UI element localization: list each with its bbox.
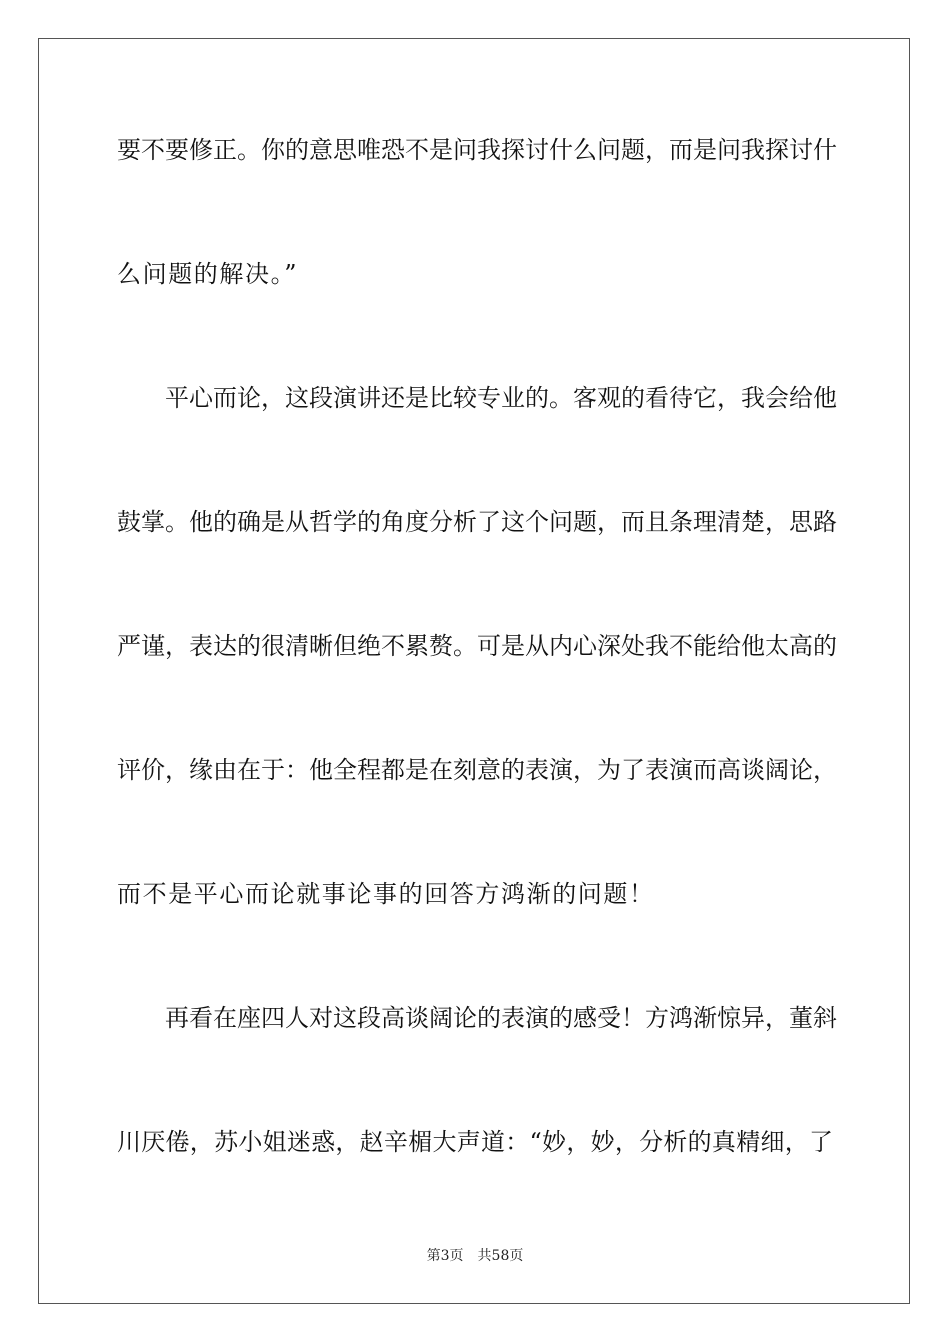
paragraph-first-line: 平心而论，这段演讲还是比较专业的。客观的看待它，我会给他 <box>165 384 837 412</box>
paragraph-first-line: 再看在座四人对这段高谈阔论的表演的感受！方鸿渐惊异，董斜 <box>165 1004 837 1032</box>
text-line: 评价，缘由在于：他全程都是在刻意的表演，为了表演而高谈阔论， <box>117 756 837 784</box>
page-frame <box>38 38 910 1304</box>
page-total: 共58页 <box>477 1248 524 1264</box>
text-line: 要不要修正。你的意思唯恐不是问我探讨什么问题，而是问我探讨什 <box>117 136 837 164</box>
text-line: 严谨，表达的很清晰但绝不累赘。可是从内心深处我不能给他太高的 <box>117 632 837 660</box>
page-footer <box>0 1246 950 1266</box>
text-line: 川厌倦，苏小姐迷惑，赵辛楣大声道：“妙，妙，分析的真精细，了 <box>117 1128 833 1156</box>
page-number: 第3页 <box>426 1248 464 1264</box>
text-line: 而不是平心而论就事论事的回答方鸿渐的问题！ <box>117 880 655 908</box>
text-line: 么问题的解决。” <box>117 260 299 288</box>
text-line: 鼓掌。他的确是从哲学的角度分析了这个问题，而且条理清楚，思路 <box>117 508 837 536</box>
